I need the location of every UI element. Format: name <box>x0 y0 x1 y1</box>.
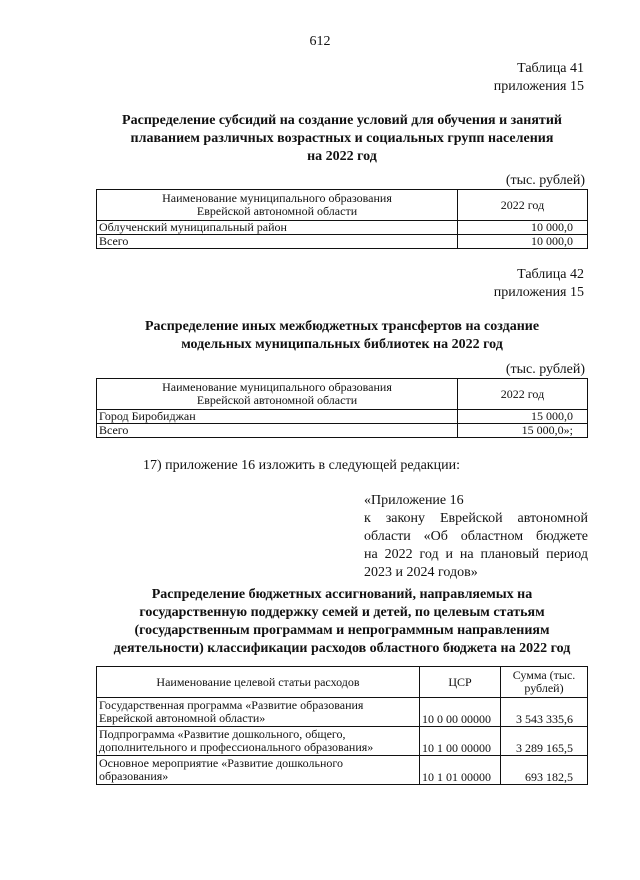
column-header-name <box>97 379 458 410</box>
table42-caption-number: Таблица 42 <box>517 267 584 282</box>
row-code: 10 1 00 00000 <box>420 727 501 756</box>
row-value: 10 000,0 <box>458 221 588 235</box>
appendix-ref-line: области «Об областном бюджете <box>364 529 588 544</box>
table-row <box>97 727 588 756</box>
table-row <box>97 424 588 438</box>
column-header-csr: ЦСР <box>420 667 501 698</box>
row-name-line: дополнительного и профессионального образования» <box>99 740 374 754</box>
appendix16-title-line: (государственным программам и непрограммным направлениям <box>134 623 550 638</box>
row-sum: 3 543 335,6 <box>501 698 588 727</box>
row-value: 15 000,0 <box>458 410 588 424</box>
appendix16-reference <box>364 492 588 582</box>
table-row <box>97 698 588 727</box>
table41-caption-appendix: приложения 15 <box>493 79 584 94</box>
table41-title-line: плаванием различных возрастных и социальных групп населения <box>130 131 554 146</box>
appendix16-title-line: деятельности) классификации расходов областного бюджета на 2022 год <box>113 641 571 656</box>
table42-title-line: Распределение иных межбюджетных трансфертов на создание <box>144 319 540 334</box>
appendix-ref-line: к закону Еврейской автономной <box>364 511 588 526</box>
table42-units: (тыс. рублей) <box>505 362 585 377</box>
row-name: Облученский муниципальный район <box>97 221 458 235</box>
table42-caption <box>494 266 584 302</box>
column-header-year: 2022 год <box>458 379 588 410</box>
header-line: Наименование муниципального образования <box>162 191 392 205</box>
row-name-line: образования» <box>99 769 169 783</box>
row-name-line: Еврейской автономной области» <box>99 711 266 725</box>
row-name <box>97 727 420 756</box>
appendix-ref-line: 2023 и 2024 годов» <box>364 565 478 580</box>
header-line: Еврейской автономной области <box>196 204 358 218</box>
appendix-ref-line: «Приложение 16 <box>364 493 464 508</box>
table-header-row <box>97 379 588 410</box>
row-name-line: Подпрограмма «Развитие дошкольного, общего, <box>99 727 346 741</box>
table41-caption-number: Таблица 41 <box>517 61 584 76</box>
row-value: 10 000,0 <box>458 235 588 249</box>
column-header-year: 2022 год <box>458 190 588 221</box>
table-row <box>97 410 588 424</box>
header-line: Еврейской автономной области <box>196 393 358 407</box>
table-header-row <box>97 190 588 221</box>
table42 <box>96 378 588 438</box>
table-row <box>97 756 588 785</box>
row-value: 15 000,0»; <box>458 424 588 438</box>
header-line: Сумма (тыс. <box>512 668 576 682</box>
table-header-row <box>97 667 588 698</box>
table41 <box>96 189 588 249</box>
row-name <box>97 698 420 727</box>
table42-caption-appendix: приложения 15 <box>493 285 584 300</box>
row-name-line: Государственная программа «Развитие образования <box>99 698 364 712</box>
table41-title <box>96 112 588 166</box>
row-code: 10 1 01 00000 <box>420 756 501 785</box>
column-header-name <box>97 190 458 221</box>
column-header-sum <box>501 667 588 698</box>
header-line: Наименование муниципального образования <box>162 380 392 394</box>
table42-title <box>96 318 588 354</box>
table41-title-line: Распределение субсидий на создание условий для обучения и занятий <box>122 113 562 128</box>
appendix16-title-line: государственную поддержку семей и детей, по целевым статьям <box>139 605 545 620</box>
instruction-text: 17) приложение 16 изложить в следующей редакции: <box>143 458 460 473</box>
row-name-line: Основное мероприятие «Развитие дошкольного <box>99 756 343 770</box>
row-sum: 3 289 165,5 <box>501 727 588 756</box>
row-name <box>97 756 420 785</box>
table-row <box>97 221 588 235</box>
table41-units: (тыс. рублей) <box>505 173 585 188</box>
header-line: рублей) <box>524 681 564 695</box>
row-name: Всего <box>97 235 458 249</box>
appendix16-title <box>86 586 598 658</box>
row-name: Всего <box>97 424 458 438</box>
appendix16-table <box>96 666 588 785</box>
table42-title-line: модельных муниципальных библиотек на 2022 год <box>181 337 503 352</box>
appendix16-title-line: Распределение бюджетных ассигнований, направляемых на <box>151 587 533 602</box>
column-header-name: Наименование целевой статьи расходов <box>97 667 420 698</box>
row-name: Город Биробиджан <box>97 410 458 424</box>
row-code: 10 0 00 00000 <box>420 698 501 727</box>
appendix-ref-line: на 2022 год и на плановый период <box>364 547 588 562</box>
table-row <box>97 235 588 249</box>
page-number: 612 <box>309 34 331 49</box>
table41-title-line: на 2022 год <box>307 149 377 164</box>
table41-caption <box>494 60 584 96</box>
row-sum: 693 182,5 <box>501 756 588 785</box>
